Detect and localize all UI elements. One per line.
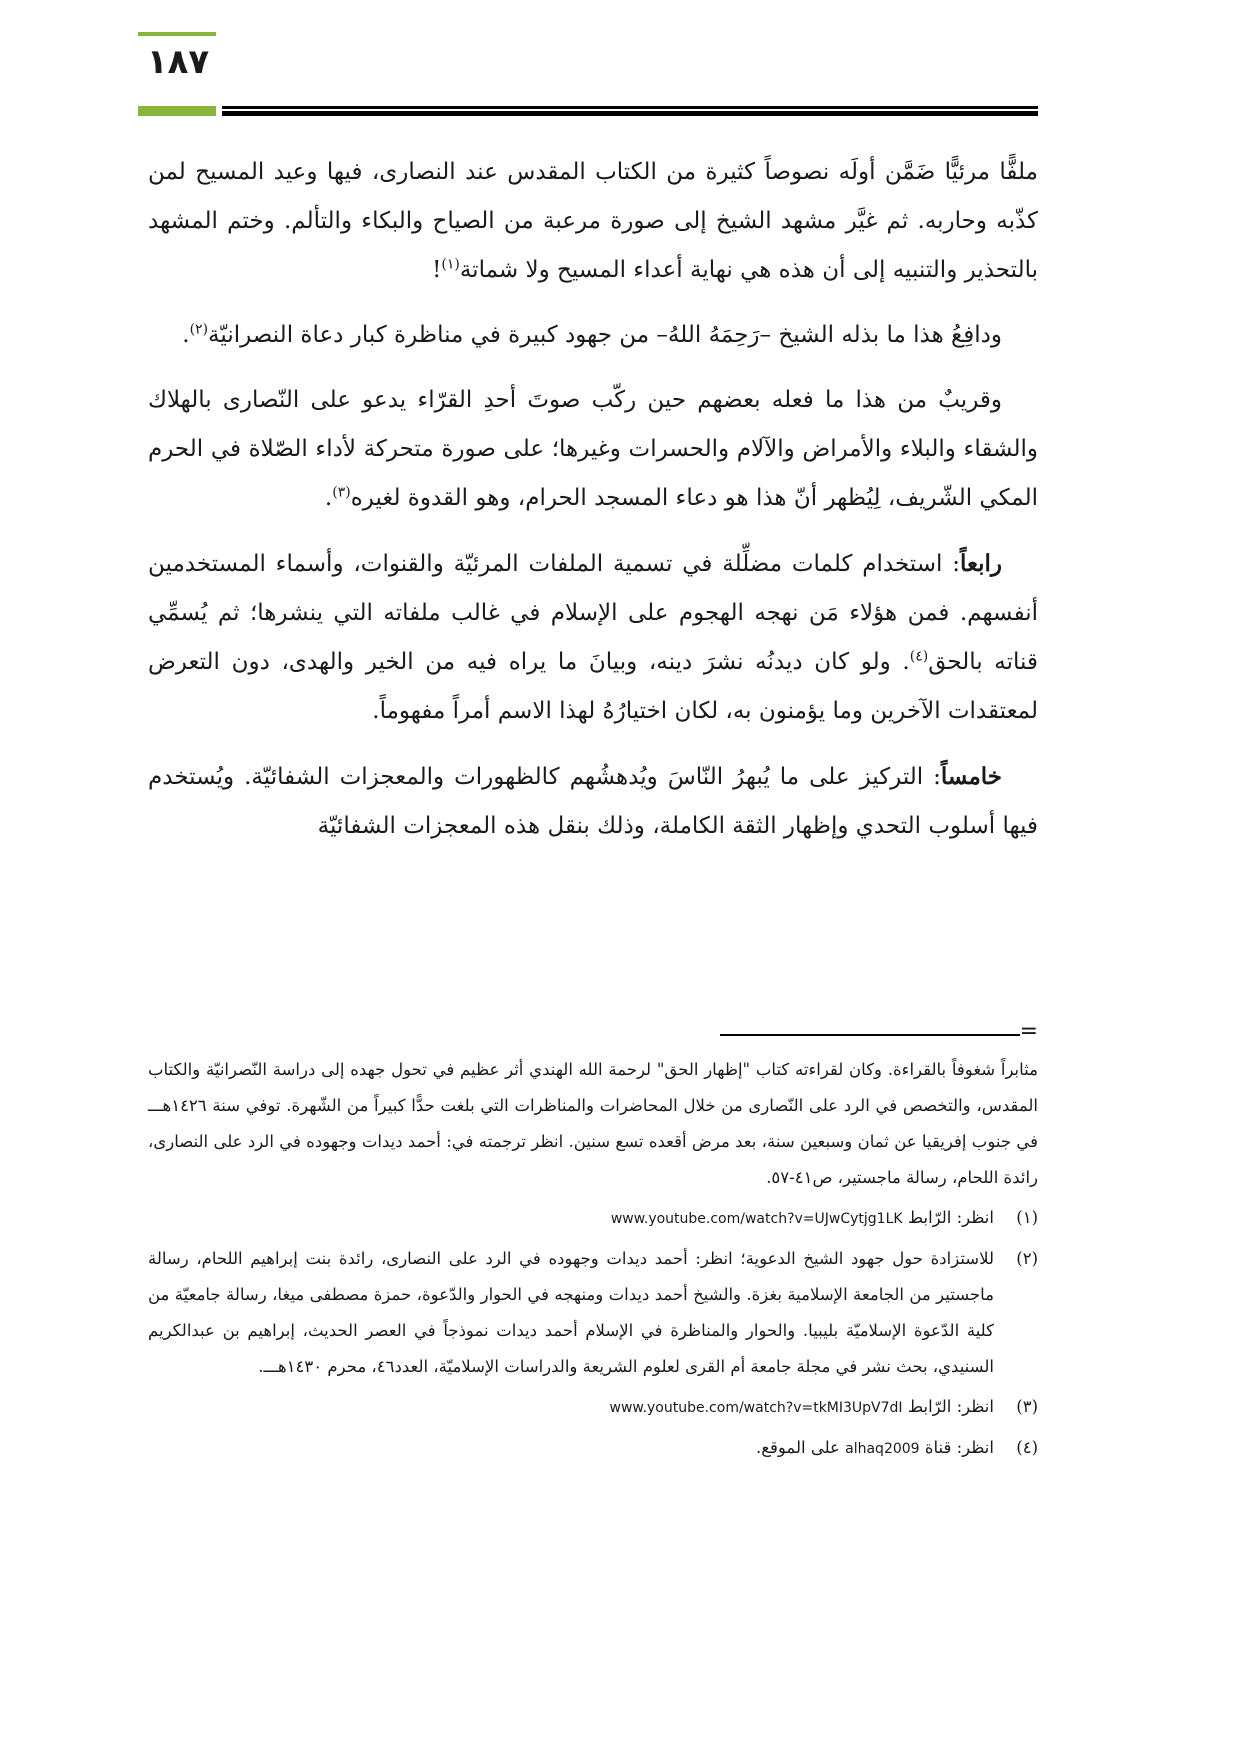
footnote-ref[interactable]: (٤) (909, 648, 929, 665)
page-number: ١٨٧ (146, 42, 210, 82)
footnote-ref[interactable]: (٣) (332, 484, 351, 501)
footnote-link[interactable]: www.youtube.com/watch?v=tkMI3UpV7dI (609, 1400, 903, 1416)
footnote-3: (٣)انظر: الرّابط www.youtube.com/watch?v=tkMI3UpV7dI (148, 1389, 1038, 1426)
paragraph: ودافِعُ هذا ما بذله الشيخ –رَحِمَهُ اللهُ– من جهود كبيرة في مناظرة كبار دعاة النصرانيّة$^{(٢)}$. (182, 321, 1002, 348)
footnote-number: (٢) (1016, 1249, 1038, 1268)
paragraph: وقريبٌ من هذا ما فعله بعضهم حين ركّب صوتَ أحدِ القرّاء يدعو على النّصارى بالهلاك والشقاء والبلاء والأمراض والآلام والحسرات وغيرها؛ على صورة متحركة لأداء الصّلاة في الحرم المكي الشّريف، لِيُظهر أنّ هذا هو دعاء المسجد الحرام، وهو القدوة لغيره$^{(٣)}$. (148, 387, 1038, 511)
footnote-number: (٤) (1016, 1438, 1038, 1457)
section-lead: خامساً (940, 763, 1002, 790)
footnote-1: (١)انظر: الرّابط www.youtube.com/watch?v=UJwCytjg1LK (148, 1200, 1038, 1237)
header-accent-rule (138, 32, 216, 36)
footnote-ref[interactable]: (١) (441, 256, 460, 273)
main-text (148, 148, 1038, 867)
footnotes (148, 1052, 1038, 1471)
footnote-link[interactable]: www.youtube.com/watch?v=UJwCytjg1LK (610, 1211, 903, 1227)
header-divider-thin (222, 106, 1038, 109)
continuation-mark: = (1019, 1019, 1038, 1044)
section-lead: رابعاً (959, 550, 1002, 577)
footnote-rule (720, 1034, 1020, 1036)
footnote-separator (720, 1019, 1038, 1045)
paragraph: خامساً: التركيز على ما يُبهرُ النّاسَ ويُدهشُهم كالظهورات والمعجزات الشفائيّة. ويُستخدم فيها أسلوب التحدي وإظهار الثقة الكاملة، وذلك بنقل هذه المعجزات الشفائيّة (148, 763, 1038, 839)
footnote-number: (٣) (1016, 1397, 1038, 1416)
header-divider-thick (222, 111, 1038, 116)
paragraph: رابعاً: استخدام كلمات مضلِّلة في تسمية الملفات المرئيّة والقنوات، وأسماء المستخدمين أنفسهم. فمن هؤلاء مَن نهجه الهجوم على الإسلام في غالب ملفاته التي ينشرها؛ ثم يُسمِّي قناته بالحق$^{(٤)}$. ولو كان ديدنُه نشرَ دينه، وبيانَ ما يراه فيه من الخير والهدى، دون التعرض لمعتقدات الآخرين وما يؤمنون به، لكان اختيارُهُ لهذا الاسم أمراً مفهوماً. (148, 550, 1038, 724)
footnote-number: (١) (1016, 1208, 1038, 1227)
footnote-continuation: مثابراً شغوفاً بالقراءة. وكان لقراءته كتاب "إظهار الحق" لرحمة الله الهندي أثر عظيم في تحول جهده إلى دراسة النّصرانيّة والكتاب المقدس، والتخصص في الرد على النّصارى من خلال المحاضرات والمناظرات التي بلغت حدًّا كبيراً من الشّهرة. توفي سنة ١٤٢٦هـــ في جنوب إفريقيا عن ثمان وسبعين سنة، بعد مرض أقعده تسع سنين. انظر ترجمته في: أحمد ديدات وجهوده في الرد على النصارى، رائدة اللحام، رسالة ماجستير، ص٤١-٥٧. (148, 1060, 1038, 1187)
header-accent-bar (138, 106, 216, 116)
channel-name: alhaq2009 (845, 1441, 920, 1457)
paragraph: ملفًّا مرئيًّا ضَمَّن أولَه نصوصاً كثيرة من الكتاب المقدس عند النصارى، فيها وعيد المسيح لمن كذّبه وحاربه. ثم غيَّر مشهد الشيخ إلى صورة مرعبة من الصياح والبكاء والتألم. وختم المشهد بالتحذير والتنبيه إلى أن هذه هي نهاية أعداء المسيح ولا شماتة$^{(١)}$! (148, 159, 1038, 283)
footnote-2: (٢)للاستزادة حول جهود الشيخ الدعوية؛ انظر: أحمد ديدات وجهوده في الرد على النصارى، رائدة بنت إبراهيم اللحام، رسالة ماجستير من الجامعة الإسلامية بغزة. والشيخ أحمد ديدات ومنهجه في الحوار والدّعوة، حمزة مصطفى ميغا، رسالة جامعيّة من كلية الدّعوة الإسلاميّة بليبيا. والحوار والمناظرة في الإسلام أحمد ديدات نموذجاً في العصر الحديث، إبراهيم بن عبدالكريم السنيدي، بحث نشر في مجلة جامعة أم القرى لعلوم الشريعة والدراسات الإسلاميّة، العدد٤٦، محرم ١٤٣٠هـــ. (148, 1241, 1038, 1385)
footnote-4: (٤)انظر: قناة alhaq2009 على الموقع. (148, 1430, 1038, 1467)
footnote-ref[interactable]: (٢) (189, 321, 209, 338)
